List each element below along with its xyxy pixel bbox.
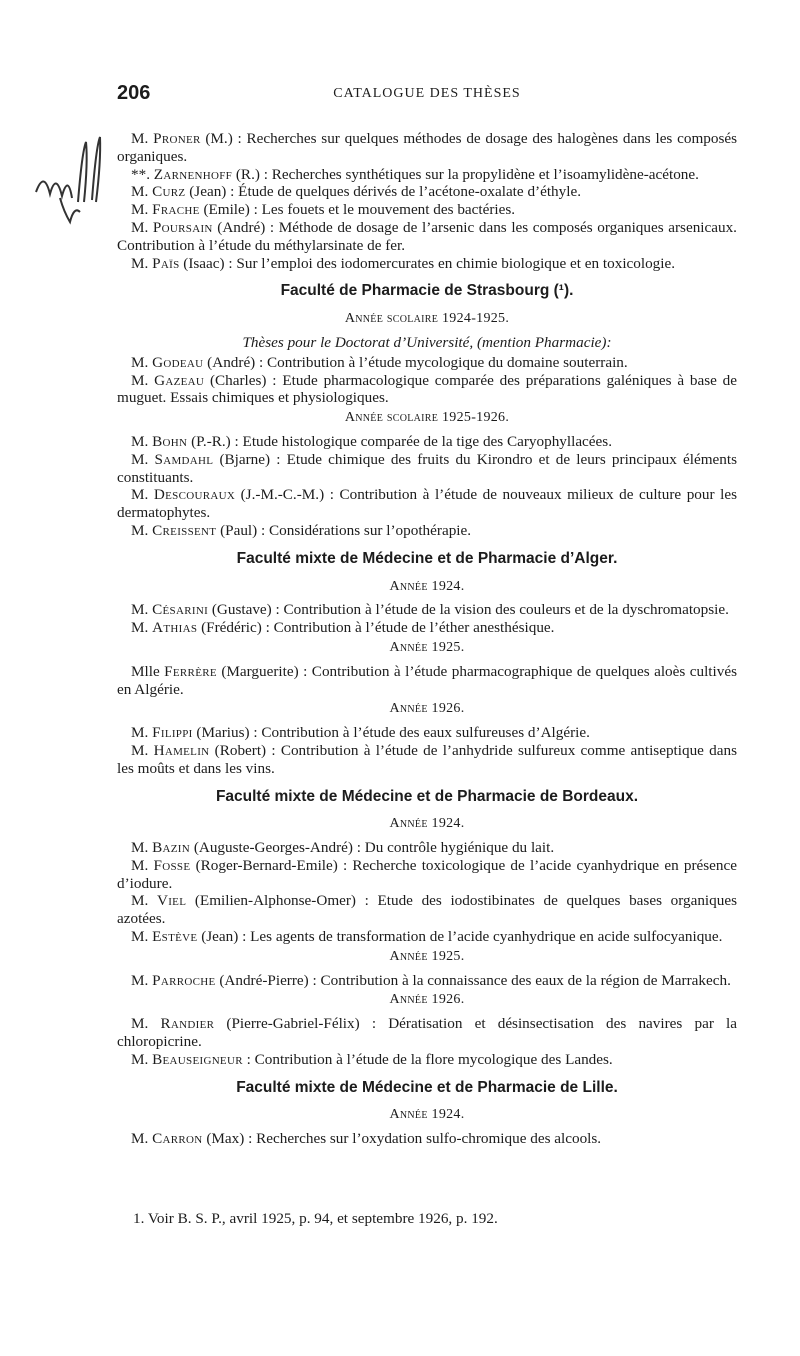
thesis-title: : Contribution à l’étude de la flore mycologique des Landes.	[242, 1050, 613, 1068]
author-name: Fosse	[153, 856, 191, 874]
entry-title: M.	[131, 450, 155, 468]
thesis-entry	[117, 742, 737, 778]
thesis-title: (Marguerite) : Contribution à l’étude pharmacographique de quelques aloès cultivés en Algérie.	[117, 662, 737, 698]
author-name: Godeau	[152, 353, 204, 371]
author-name: Gazeau	[154, 371, 205, 389]
author-name: Descourаux	[153, 486, 236, 504]
thesis-title: (Emile) : Les fouets et le mouvement des bactéries.	[199, 201, 516, 219]
thesis-title: (Emilien-Alphonse-Omer) : Etude des iodostibinates de quelques bases organiques azotées.	[117, 892, 737, 928]
thesis-title: (André) : Contribution à l’étude mycologique du domaine souterrain.	[203, 353, 628, 371]
entry-title: M.	[131, 486, 154, 504]
thesis-entry	[117, 255, 737, 273]
thesis-title: (Paul) : Considérations sur l’opothérapie.	[216, 521, 472, 539]
faculty-name: Faculté mixte de Médecine et de Pharmacie d’Alger.	[236, 549, 618, 567]
entry-title: M.	[131, 971, 153, 989]
faculty-heading	[117, 1079, 737, 1097]
entry-title: M.	[131, 201, 153, 219]
thesis-title: (Max) : Recherches sur l’oxydation sulfo-chromique des alcools.	[202, 1130, 602, 1148]
entry-title: M.	[131, 218, 153, 236]
thesis-entry	[117, 201, 737, 219]
thesis-entry	[117, 839, 737, 857]
entry-title: M.	[131, 1015, 161, 1033]
thesis-entry	[117, 166, 737, 184]
entry-title: M.	[131, 254, 153, 272]
entry-title: M.	[131, 371, 155, 389]
spacer	[117, 540, 737, 546]
thesis-title: (Auguste-Georges-André) : Du contrôle hygiénique du lait.	[190, 839, 555, 857]
entry-title: M.	[131, 928, 153, 946]
author-name: Ferrère	[164, 662, 217, 680]
thesis-title: (P.-R.) : Etude histologique comparée de la tige des Caryophyllacées.	[187, 432, 612, 450]
author-name: Viel	[156, 892, 187, 910]
author-name: Bazin	[152, 839, 191, 857]
thesis-title: (Robert) : Contribution à l’étude de l’anhydride sulfureux comme antiseptique dans les moûts et dans les vins.	[117, 741, 737, 777]
thesis-entry	[117, 219, 737, 255]
entry-title: M.	[131, 521, 153, 539]
thesis-entry	[117, 451, 737, 487]
author-name: Creissent	[152, 521, 217, 539]
academic-year: Année scolaire 1925-1926.	[344, 410, 510, 426]
faculty-name: Faculté de Pharmacie de Strasbourg	[280, 282, 550, 300]
author-name: Poursain	[152, 218, 213, 236]
author-name: Beauseigneur	[152, 1050, 243, 1068]
author-name: Césarini	[152, 601, 209, 619]
faculty-name: Faculté mixte de Médecine et de Pharmacie de Bordeaux.	[215, 787, 639, 805]
thesis-title: (Charles) : Etude pharmacologique comparée des préparations galéniques à base de muguet. Essais chimiques et physiologiques.	[117, 371, 738, 407]
author-name: Estève	[152, 928, 198, 946]
thesis-title: (J.-M.-C.-M.) : Contribution à l’étude de nouveaux milieux de culture pour les dermatophytes.	[117, 486, 737, 522]
author-name: Carron	[152, 1130, 203, 1148]
page-number: 206	[117, 82, 151, 104]
thesis-title: (Gustave) : Contribution à l’étude de la vision des couleurs et de la dyschromatopsie.	[208, 601, 729, 619]
thesis-entry	[117, 619, 737, 637]
thesis-title: (Frédéric) : Contribution à l’étude de l’éther anesthésique.	[197, 619, 555, 637]
thesis-entry	[117, 1051, 737, 1069]
author-name: Samdahl	[154, 450, 214, 468]
author-name: Parroche	[152, 971, 216, 989]
thesis-entry	[117, 372, 737, 408]
thesis-entry	[117, 928, 737, 946]
author-name: Païs	[152, 254, 180, 272]
entry-title: M.	[131, 183, 153, 201]
page-content	[117, 130, 737, 1148]
thesis-entry	[117, 433, 737, 451]
thesis-entry	[117, 1130, 737, 1148]
thesis-entry	[117, 354, 737, 372]
author-name: Athias	[152, 619, 198, 637]
entry-title: M.	[131, 724, 153, 742]
thesis-title: (Jean) : Les agents de transformation de l’acide cyanhydrique en acide sulfocyanique.	[197, 928, 723, 946]
entry-title: M.	[131, 353, 153, 371]
academic-year: Année 1924.	[389, 816, 465, 832]
entry-title: M.	[131, 619, 153, 637]
footnote: 1. Voir B. S. P., avril 1925, p. 94, et septembre 1926, p. 192.	[133, 1210, 498, 1227]
entry-title: M.	[131, 1130, 153, 1148]
author-name: Frache	[152, 201, 200, 219]
author-name: Proner	[153, 130, 201, 147]
entry-title: M.	[131, 432, 153, 450]
thesis-title: (Isaac) : Sur l’emploi des iodomercurates en chimie biologique et en toxicologie.	[179, 254, 676, 272]
author-name: Filippi	[152, 724, 193, 742]
thesis-entry	[117, 522, 737, 540]
thesis-title: (Roger-Bernard-Emile) : Recherche toxicologique de l’acide cyanhydrique en présence d’iodure.	[117, 856, 737, 892]
entry-title: M.	[131, 892, 157, 910]
thesis-entry	[117, 663, 737, 699]
thesis-entry	[117, 183, 737, 201]
faculty-name: Faculté mixte de Médecine et de Pharmacie de Lille.	[236, 1078, 618, 1096]
thesis-title: (André-Pierre) : Contribution à la connaissance des eaux de la région de Marrakech.	[215, 971, 731, 989]
author-name: Zarnenhoff	[153, 165, 233, 183]
author-name: Randier	[160, 1015, 215, 1033]
academic-year: Année 1926.	[389, 992, 465, 1008]
thesis-entry	[117, 486, 737, 522]
academic-year: Année 1925.	[389, 948, 465, 964]
entry-title: M.	[131, 130, 154, 147]
thesis-entry	[117, 601, 737, 619]
thesis-entry	[117, 972, 737, 990]
thesis-entry	[117, 1015, 737, 1051]
entry-title: Mlle	[131, 662, 165, 680]
thesis-title: (Jean) : Étude de quelques dérivés de l’acétone-oxalate d’éthyle.	[185, 183, 581, 201]
author-name: Curz	[152, 183, 186, 201]
running-title: CATALOGUE DES THÈSES	[333, 86, 521, 101]
entry-title: M.	[131, 839, 153, 857]
spacer	[117, 272, 737, 278]
thesis-title: (André) : Méthode de dosage de l’arsenic dans les composés organiques arsenicaux. Contribution à l’étude du méthylarsinate de fer.	[117, 218, 737, 254]
entry-title: M.	[131, 601, 153, 619]
thesis-entry	[117, 724, 737, 742]
academic-year: Année 1924.	[389, 1107, 465, 1123]
entry-title: **.	[131, 165, 154, 183]
academic-year: Année 1924.	[389, 578, 465, 594]
author-name: Bohn	[152, 432, 188, 450]
thesis-title: (M.) : Recherches sur quelques méthodes de dosage des halogènes dans les composés organiques.	[117, 130, 738, 165]
thesis-title: (R.) : Recherches synthétiques sur la propylidène et l’isoamylidène-acétone.	[232, 165, 699, 183]
thesis-title: (Pierre-Gabriel-Félix) : Dératisation et désinsectisation des navires par la chloropicrine.	[117, 1015, 737, 1051]
faculty-heading	[117, 550, 737, 568]
faculty-heading	[117, 282, 737, 300]
thesis-title: (Marius) : Contribution à l’étude des eaux sulfureuses d’Algérie.	[192, 724, 590, 742]
handwritten-margin-note	[30, 122, 110, 232]
theses-label: Thèses pour le Doctorat d’Université, (mention Pharmacie):	[242, 333, 612, 351]
academic-year: Année 1925.	[389, 639, 465, 655]
entry-title: M.	[131, 1050, 153, 1068]
thesis-entry	[117, 130, 737, 166]
entry-title: M.	[131, 856, 154, 874]
spacer	[117, 1069, 737, 1075]
spacer	[117, 778, 737, 784]
thesis-entry	[117, 857, 737, 893]
academic-year: Année 1926.	[389, 701, 465, 717]
page-header	[117, 82, 737, 112]
faculty-heading	[117, 788, 737, 806]
entry-title: M.	[131, 741, 154, 759]
author-name: Hamelin	[153, 741, 210, 759]
thesis-title: (Bjarne) : Etude chimique des fruits du Kirondro et de leurs principaux éléments constituants.	[117, 450, 737, 486]
thesis-entry	[117, 892, 737, 928]
footnote-ref: (¹).	[549, 282, 574, 300]
academic-year: Année scolaire 1924-1925.	[344, 311, 510, 327]
